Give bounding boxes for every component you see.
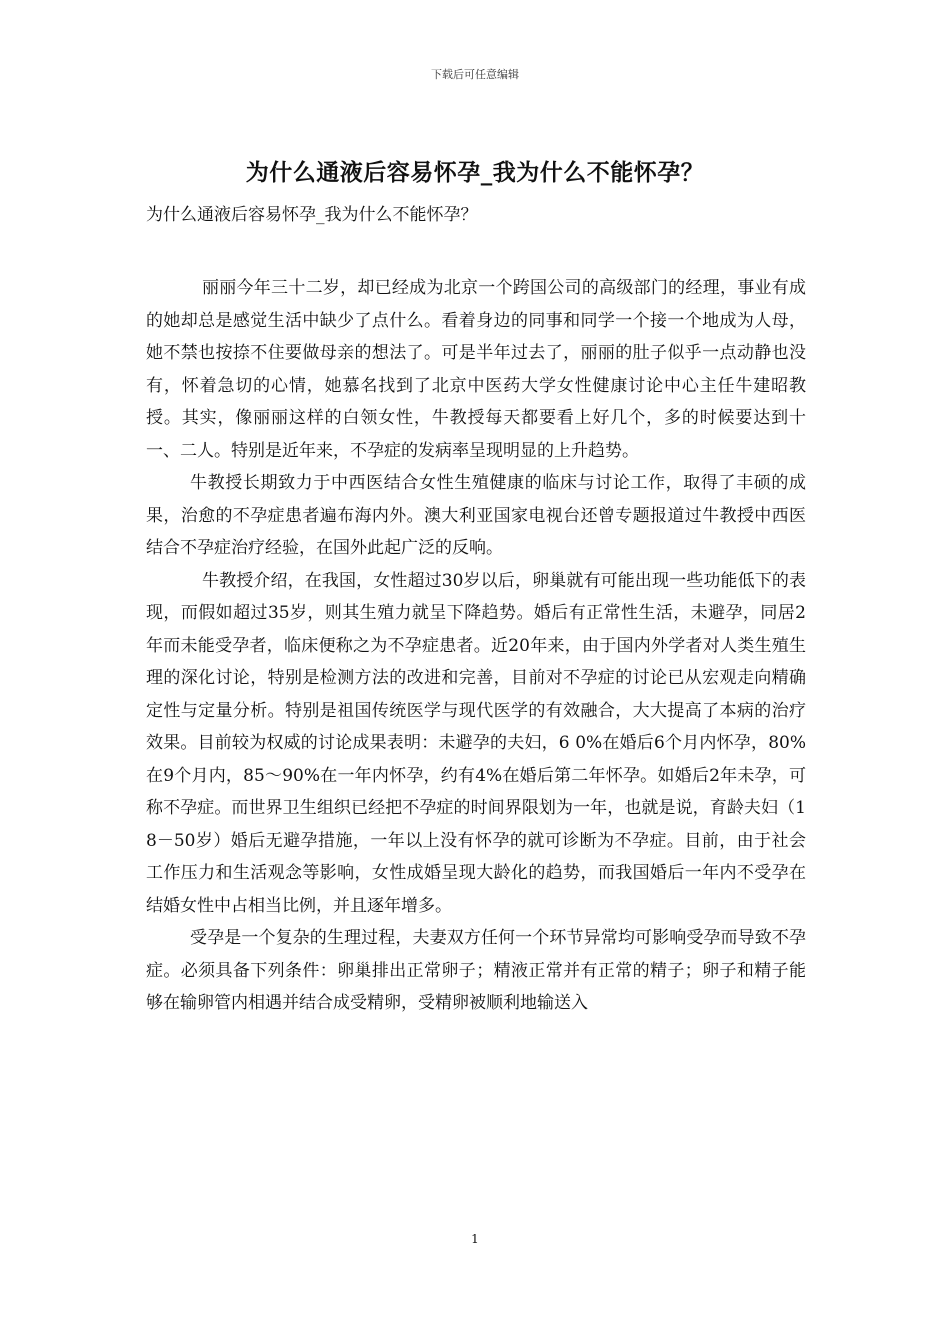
document-subtitle: 为什么通液后容易怀孕_我为什么不能怀孕？ xyxy=(146,205,478,225)
header-note: 下载后可任意编辑 xyxy=(431,68,519,81)
paragraph: 牛教授长期致力于中西医结合女性生殖健康的临床与讨论工作，取得了丰硕的成果，治愈的不孕症患者遍布海内外。澳大利亚国家电视台还曾专题报道过牛教授中西医结合不孕症治疗经验，在国外此起广泛的反响。 xyxy=(146,473,806,558)
page-number: 1 xyxy=(471,1232,479,1246)
paragraph: 牛教授介绍，在我国，女性超过30岁以后，卵巢就有可能出现一些功能低下的表现，而假如超过35岁，则其生殖力就呈下降趋势。婚后有正常性生活，未避孕，同居2年而未能受孕者，临床便称之为不孕症患者。近20年来，由于国内外学者对人类生殖生理的深化讨论，特别是检测方法的改进和完善，目前对不孕症的讨论已从宏观走向精确定性与定量分析。特别是祖国传统医学与现代医学的有效融合，大大提高了本病的治疗效果。目前较为权威的讨论成果表明：未避孕的夫妇，6 0%在婚后6个月内怀孕，80%在9个月内，85～90%在一年内怀孕，约有4%在婚后第二年怀孕。如婚后2年未孕，可称不孕症。而世界卫生组织已经把不孕症的时间界限划为一年，也就是说，育龄夫妇（18－50岁）婚后无避孕措施，一年以上没有怀孕的就可诊断为不孕症。目前，由于社会工作压力和生活观念等影响，女性成婚呈现大龄化的趋势，而我国婚后一年内不受孕在结婚女性中占相当比例，并且逐年增多。 xyxy=(146,570,806,916)
document-title: 为什么通液后容易怀孕_我为什么不能怀孕？ xyxy=(245,160,705,186)
document-body xyxy=(146,272,806,1020)
paragraph: 受孕是一个复杂的生理过程，夫妻双方任何一个环节异常均可影响受孕而导致不孕症。必须具备下列条件：卵巢排出正常卵子；精液正常并有正常的精子；卵子和精子能够在输卵管内相遇并结合成受精卵，受精卵被顺利地输送入 xyxy=(146,928,806,1013)
paragraph: 丽丽今年三十二岁，却已经成为北京一个跨国公司的高级部门的经理，事业有成的她却总是感觉生活中缺少了点什么。看着身边的同事和同学一个接一个地成为人母，她不禁也按捺不住要做母亲的想法了。可是半年过去了，丽丽的肚子似乎一点动静也没有，怀着急切的心情，她慕名找到了北京中医药大学女性健康讨论中心主任牛建昭教授。其实，像丽丽这样的白领女性，牛教授每天都要看上好几个，多的时候要达到十一、二人。特别是近年来，不孕症的发病率呈现明显的上升趋势。 xyxy=(146,278,806,461)
